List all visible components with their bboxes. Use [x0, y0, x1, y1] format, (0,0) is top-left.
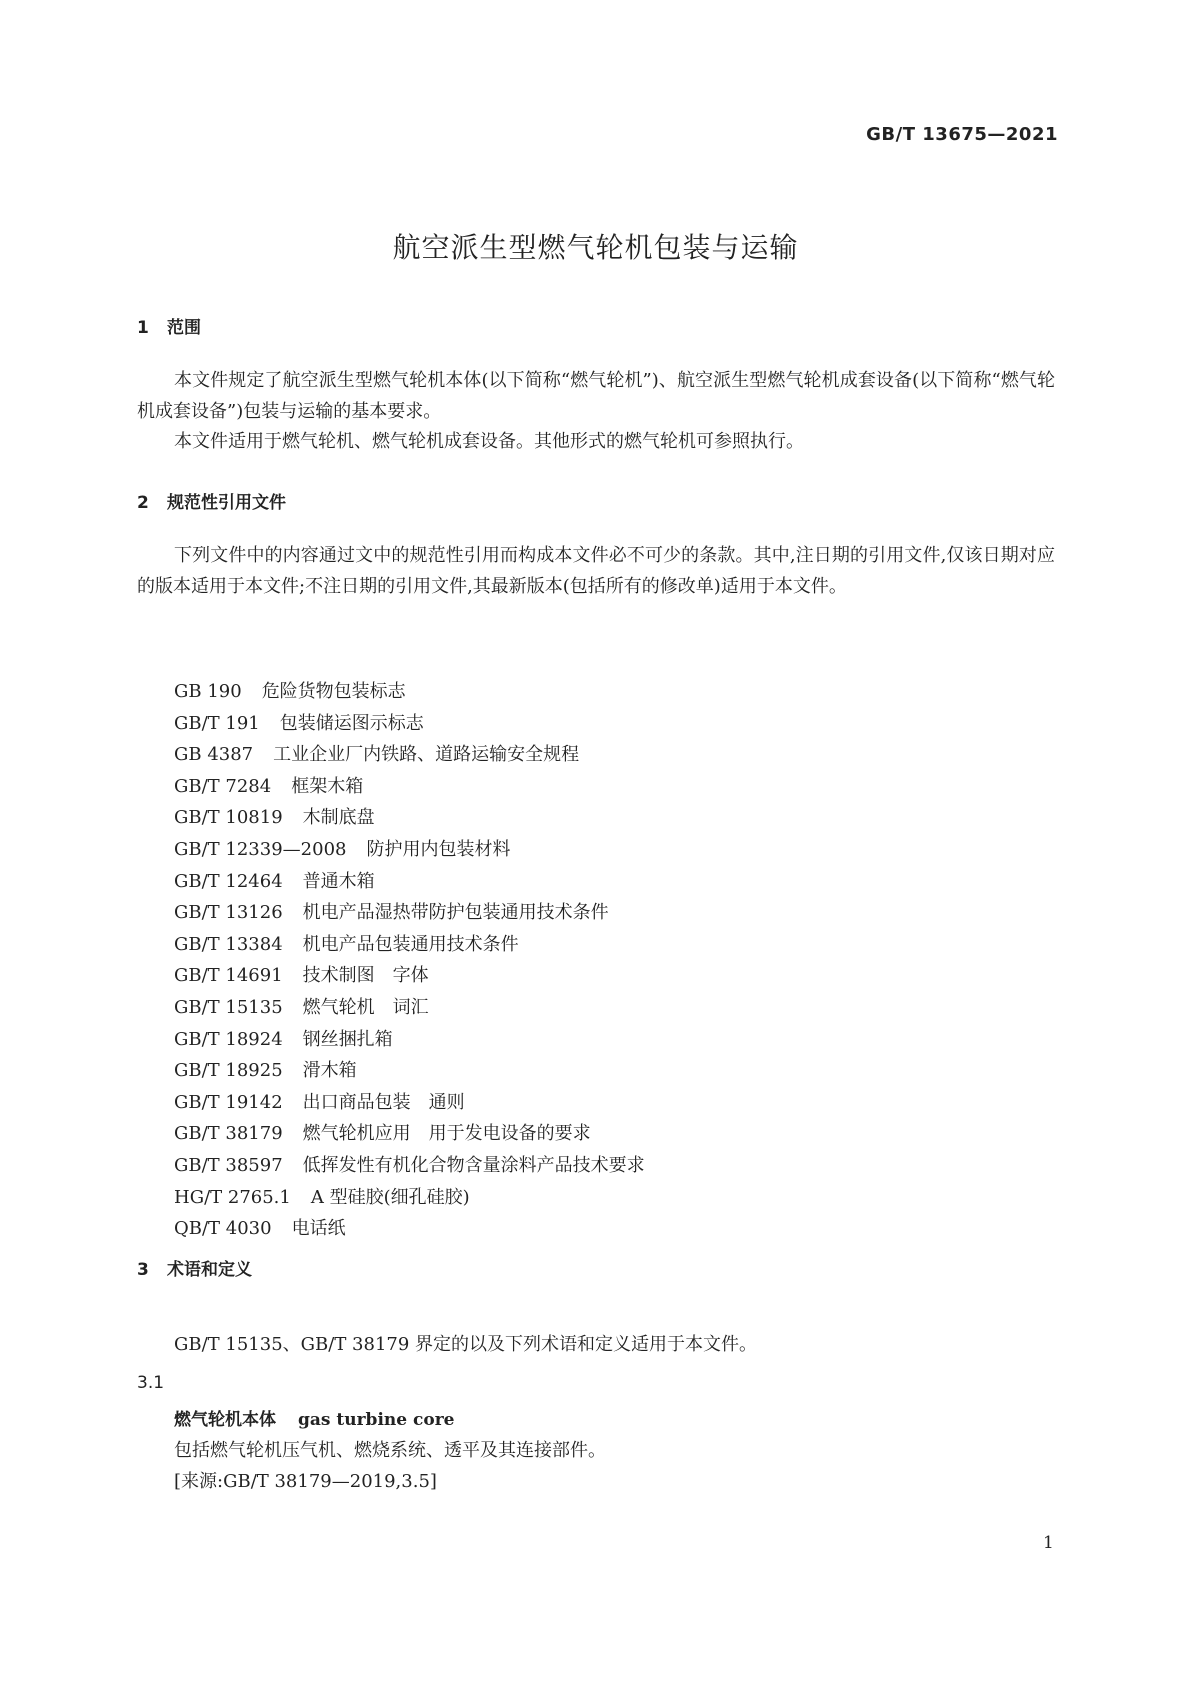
reference-title: 机电产品包装通用技术条件: [302, 933, 519, 955]
reference-item: [174, 897, 645, 929]
reference-title: 滑木箱: [302, 1060, 357, 1082]
reference-list: [174, 676, 645, 1245]
reference-title: 防护用内包装材料: [366, 838, 511, 860]
standard-number: GB/T 13675—2021: [866, 124, 1058, 145]
reference-title: 工业企业厂内铁路、道路运输安全规程: [273, 744, 580, 766]
section-2-heading: [137, 488, 286, 513]
reference-item: [174, 802, 645, 834]
reference-code: QB/T 4030: [174, 1218, 272, 1240]
reference-code: GB/T 19142: [174, 1091, 283, 1113]
reference-item: [174, 929, 645, 961]
reference-title: 出口商品包装 通则: [302, 1091, 465, 1113]
section-2-intro: 下列文件中的内容通过文中的规范性引用而构成本文件必不可少的条款。其中,注日期的引用文件,仅该日期对应的版本适用于本文件;不注日期的引用文件,其最新版本(包括所有的修改单)适用于本文件。: [137, 545, 1055, 597]
section-number: 3: [137, 1260, 149, 1280]
reference-code: HG/T 2765.1: [174, 1186, 291, 1208]
reference-title: 木制底盘: [302, 807, 375, 829]
reference-code: GB/T 191: [174, 712, 260, 734]
reference-title: A 型硅胶(细孔硅胶): [310, 1186, 470, 1208]
term-number: 3.1: [137, 1373, 165, 1393]
section-number: 1: [137, 318, 149, 338]
reference-code: GB/T 7284: [174, 775, 272, 797]
section-1-heading: [137, 313, 201, 338]
term-name-cn: 燃气轮机本体: [174, 1410, 276, 1430]
section-title: 范围: [167, 318, 201, 338]
reference-code: GB 4387: [174, 744, 254, 766]
page-number: 1: [1043, 1533, 1054, 1553]
section-1-paragraph-1: 本文件规定了航空派生型燃气轮机本体(以下简称“燃气轮机”)、航空派生型燃气轮机成套设备(以下简称“燃气轮机成套设备”)包装与运输的基本要求。: [137, 370, 1055, 422]
section-1-paragraph-2: 本文件适用于燃气轮机、燃气轮机成套设备。其他形式的燃气轮机可参照执行。: [174, 431, 804, 452]
reference-item: [174, 1182, 645, 1214]
reference-item: [174, 1024, 645, 1056]
reference-item: [174, 866, 645, 898]
reference-code: GB/T 18924: [174, 1028, 283, 1050]
reference-title: 电话纸: [291, 1218, 346, 1240]
reference-title: 机电产品湿热带防护包装通用技术条件: [302, 902, 609, 924]
reference-item: [174, 1118, 645, 1150]
reference-item: [174, 992, 645, 1024]
term-name-en: gas turbine core: [298, 1410, 455, 1430]
reference-code: GB/T 12339—2008: [174, 838, 347, 860]
section-3-intro: GB/T 15135、GB/T 38179 界定的以及下列术语和定义适用于本文件。: [174, 1334, 758, 1355]
reference-title: 钢丝捆扎箱: [302, 1028, 393, 1050]
reference-code: GB/T 38597: [174, 1154, 283, 1176]
reference-code: GB/T 18925: [174, 1060, 283, 1082]
reference-title: 危险货物包装标志: [261, 681, 406, 702]
reference-title: 燃气轮机 词汇: [302, 996, 429, 1018]
section-title: 术语和定义: [167, 1260, 252, 1280]
term-name: [174, 1405, 454, 1430]
reference-item: [174, 1150, 645, 1182]
document-title: 航空派生型燃气轮机包装与运输: [392, 231, 799, 264]
reference-item: [174, 676, 645, 708]
reference-code: GB/T 10819: [174, 807, 283, 829]
reference-title: 普通木箱: [302, 870, 375, 892]
reference-code: GB/T 14691: [174, 965, 283, 987]
term-definition: 包括燃气轮机压气机、燃烧系统、透平及其连接部件。: [174, 1440, 606, 1461]
reference-item: [174, 960, 645, 992]
reference-title: 燃气轮机应用 用于发电设备的要求: [302, 1123, 591, 1145]
reference-item: [174, 1055, 645, 1087]
reference-code: GB/T 13384: [174, 933, 283, 955]
reference-code: GB/T 15135: [174, 996, 283, 1018]
reference-code: GB/T 12464: [174, 870, 283, 892]
reference-code: GB/T 38179: [174, 1123, 283, 1145]
reference-title: 技术制图 字体: [302, 965, 429, 987]
section-number: 2: [137, 493, 149, 513]
section-3-heading: [137, 1255, 252, 1280]
section-title: 规范性引用文件: [167, 493, 286, 513]
reference-item: [174, 739, 645, 771]
reference-item: [174, 708, 645, 740]
reference-title: 框架木箱: [291, 775, 364, 797]
reference-title: 包装储运图示标志: [279, 712, 424, 734]
reference-item: [174, 771, 645, 803]
reference-code: GB/T 13126: [174, 902, 283, 924]
term-source: [来源:GB/T 38179—2019,3.5]: [174, 1471, 437, 1492]
reference-item: [174, 1087, 645, 1119]
reference-item: [174, 834, 645, 866]
reference-item: [174, 1213, 645, 1245]
reference-code: GB 190: [174, 681, 242, 702]
reference-title: 低挥发性有机化合物含量涂料产品技术要求: [302, 1154, 645, 1176]
